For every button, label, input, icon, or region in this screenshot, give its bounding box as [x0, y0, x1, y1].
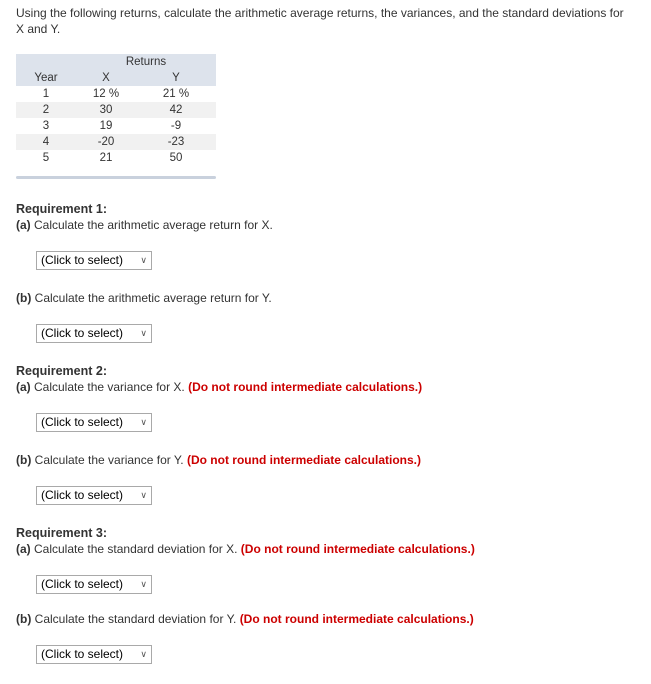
warning-text: (Do not round intermediate calculations.) — [239, 612, 474, 626]
req1-b-question — [16, 291, 272, 305]
warning-text: (Do not round intermediate calculations.) — [188, 380, 423, 394]
chevron-down-icon: ∨ — [140, 490, 147, 500]
question-text: Calculate the variance for X. — [30, 380, 189, 394]
req1-a-select[interactable] — [36, 251, 152, 270]
part-label: (a) — [16, 218, 31, 232]
part-label: (b) — [16, 612, 32, 626]
warning-text: (Do not round intermediate calculations.) — [186, 453, 422, 467]
year-cell: 3 — [42, 120, 50, 132]
table-row — [16, 86, 216, 102]
select-value: (Click to select) — [41, 577, 124, 591]
x-cell: 21 — [99, 152, 113, 164]
select-value: (Click to select) — [41, 647, 124, 661]
req2-b-question — [16, 453, 421, 467]
part-label: (a) — [16, 380, 31, 394]
y-cell: -23 — [136, 134, 216, 150]
req2-a-select[interactable] — [36, 413, 152, 432]
part-label: (b) — [16, 291, 32, 305]
select-value: (Click to select) — [41, 415, 124, 429]
returns-header: Returns — [76, 54, 216, 70]
select-value: (Click to select) — [41, 253, 124, 267]
requirement-1-title: Requirement 1: — [16, 202, 107, 216]
req3-b-select[interactable] — [36, 645, 152, 664]
part-label: (a) — [16, 542, 31, 556]
question-text: Calculate the standard deviation for Y. — [31, 612, 240, 626]
req3-b-question — [16, 612, 474, 626]
x-cell: -20 — [76, 134, 136, 150]
table-row — [16, 150, 216, 166]
year-cell: 5 — [42, 152, 50, 164]
year-header: Year — [16, 70, 76, 86]
y-cell: 42 — [136, 102, 216, 118]
year-cell: 2 — [16, 102, 76, 118]
req3-a-select[interactable] — [36, 575, 152, 594]
chevron-down-icon: ∨ — [140, 328, 147, 338]
returns-table — [16, 54, 216, 179]
y-cell: 50 — [169, 152, 183, 164]
y-header: Y — [136, 70, 216, 86]
requirement-3-title: Requirement 3: — [16, 526, 107, 540]
question-text: Calculate the variance for Y. — [31, 453, 187, 467]
question-text: Calculate the arithmetic average return for Y. — [31, 291, 272, 305]
chevron-down-icon: ∨ — [140, 417, 147, 427]
table-row — [16, 102, 216, 118]
req3-a-question — [16, 542, 475, 556]
x-cell: 30 — [76, 102, 136, 118]
y-cell: 21 % — [162, 88, 190, 100]
x-cell: 12 % — [92, 88, 120, 100]
question-text: Calculate the arithmetic average return for X. — [30, 218, 273, 232]
part-label: (b) — [16, 453, 32, 467]
x-cell: 19 — [99, 120, 113, 132]
y-cell: -9 — [170, 120, 182, 132]
req2-b-select[interactable] — [36, 486, 152, 505]
table-bottom-rule — [16, 176, 216, 179]
select-value: (Click to select) — [41, 488, 124, 502]
select-value: (Click to select) — [41, 326, 124, 340]
x-header: X — [76, 70, 136, 86]
year-cell: 1 — [42, 88, 50, 100]
chevron-down-icon: ∨ — [140, 649, 147, 659]
requirement-2-title: Requirement 2: — [16, 364, 107, 378]
chevron-down-icon: ∨ — [140, 255, 147, 265]
warning-text: (Do not round intermediate calculations.) — [240, 542, 475, 556]
intro-text: Using the following returns, calculate the arithmetic average returns, the variances, and the standard deviations for X and Y. — [16, 6, 624, 36]
table-row — [16, 118, 216, 134]
req1-b-select[interactable] — [36, 324, 152, 343]
req1-a-question — [16, 218, 273, 232]
question-text: Calculate the standard deviation for X. — [30, 542, 241, 556]
table-row — [16, 134, 216, 150]
req2-a-question — [16, 380, 422, 394]
chevron-down-icon: ∨ — [140, 579, 147, 589]
year-cell: 4 — [16, 134, 76, 150]
